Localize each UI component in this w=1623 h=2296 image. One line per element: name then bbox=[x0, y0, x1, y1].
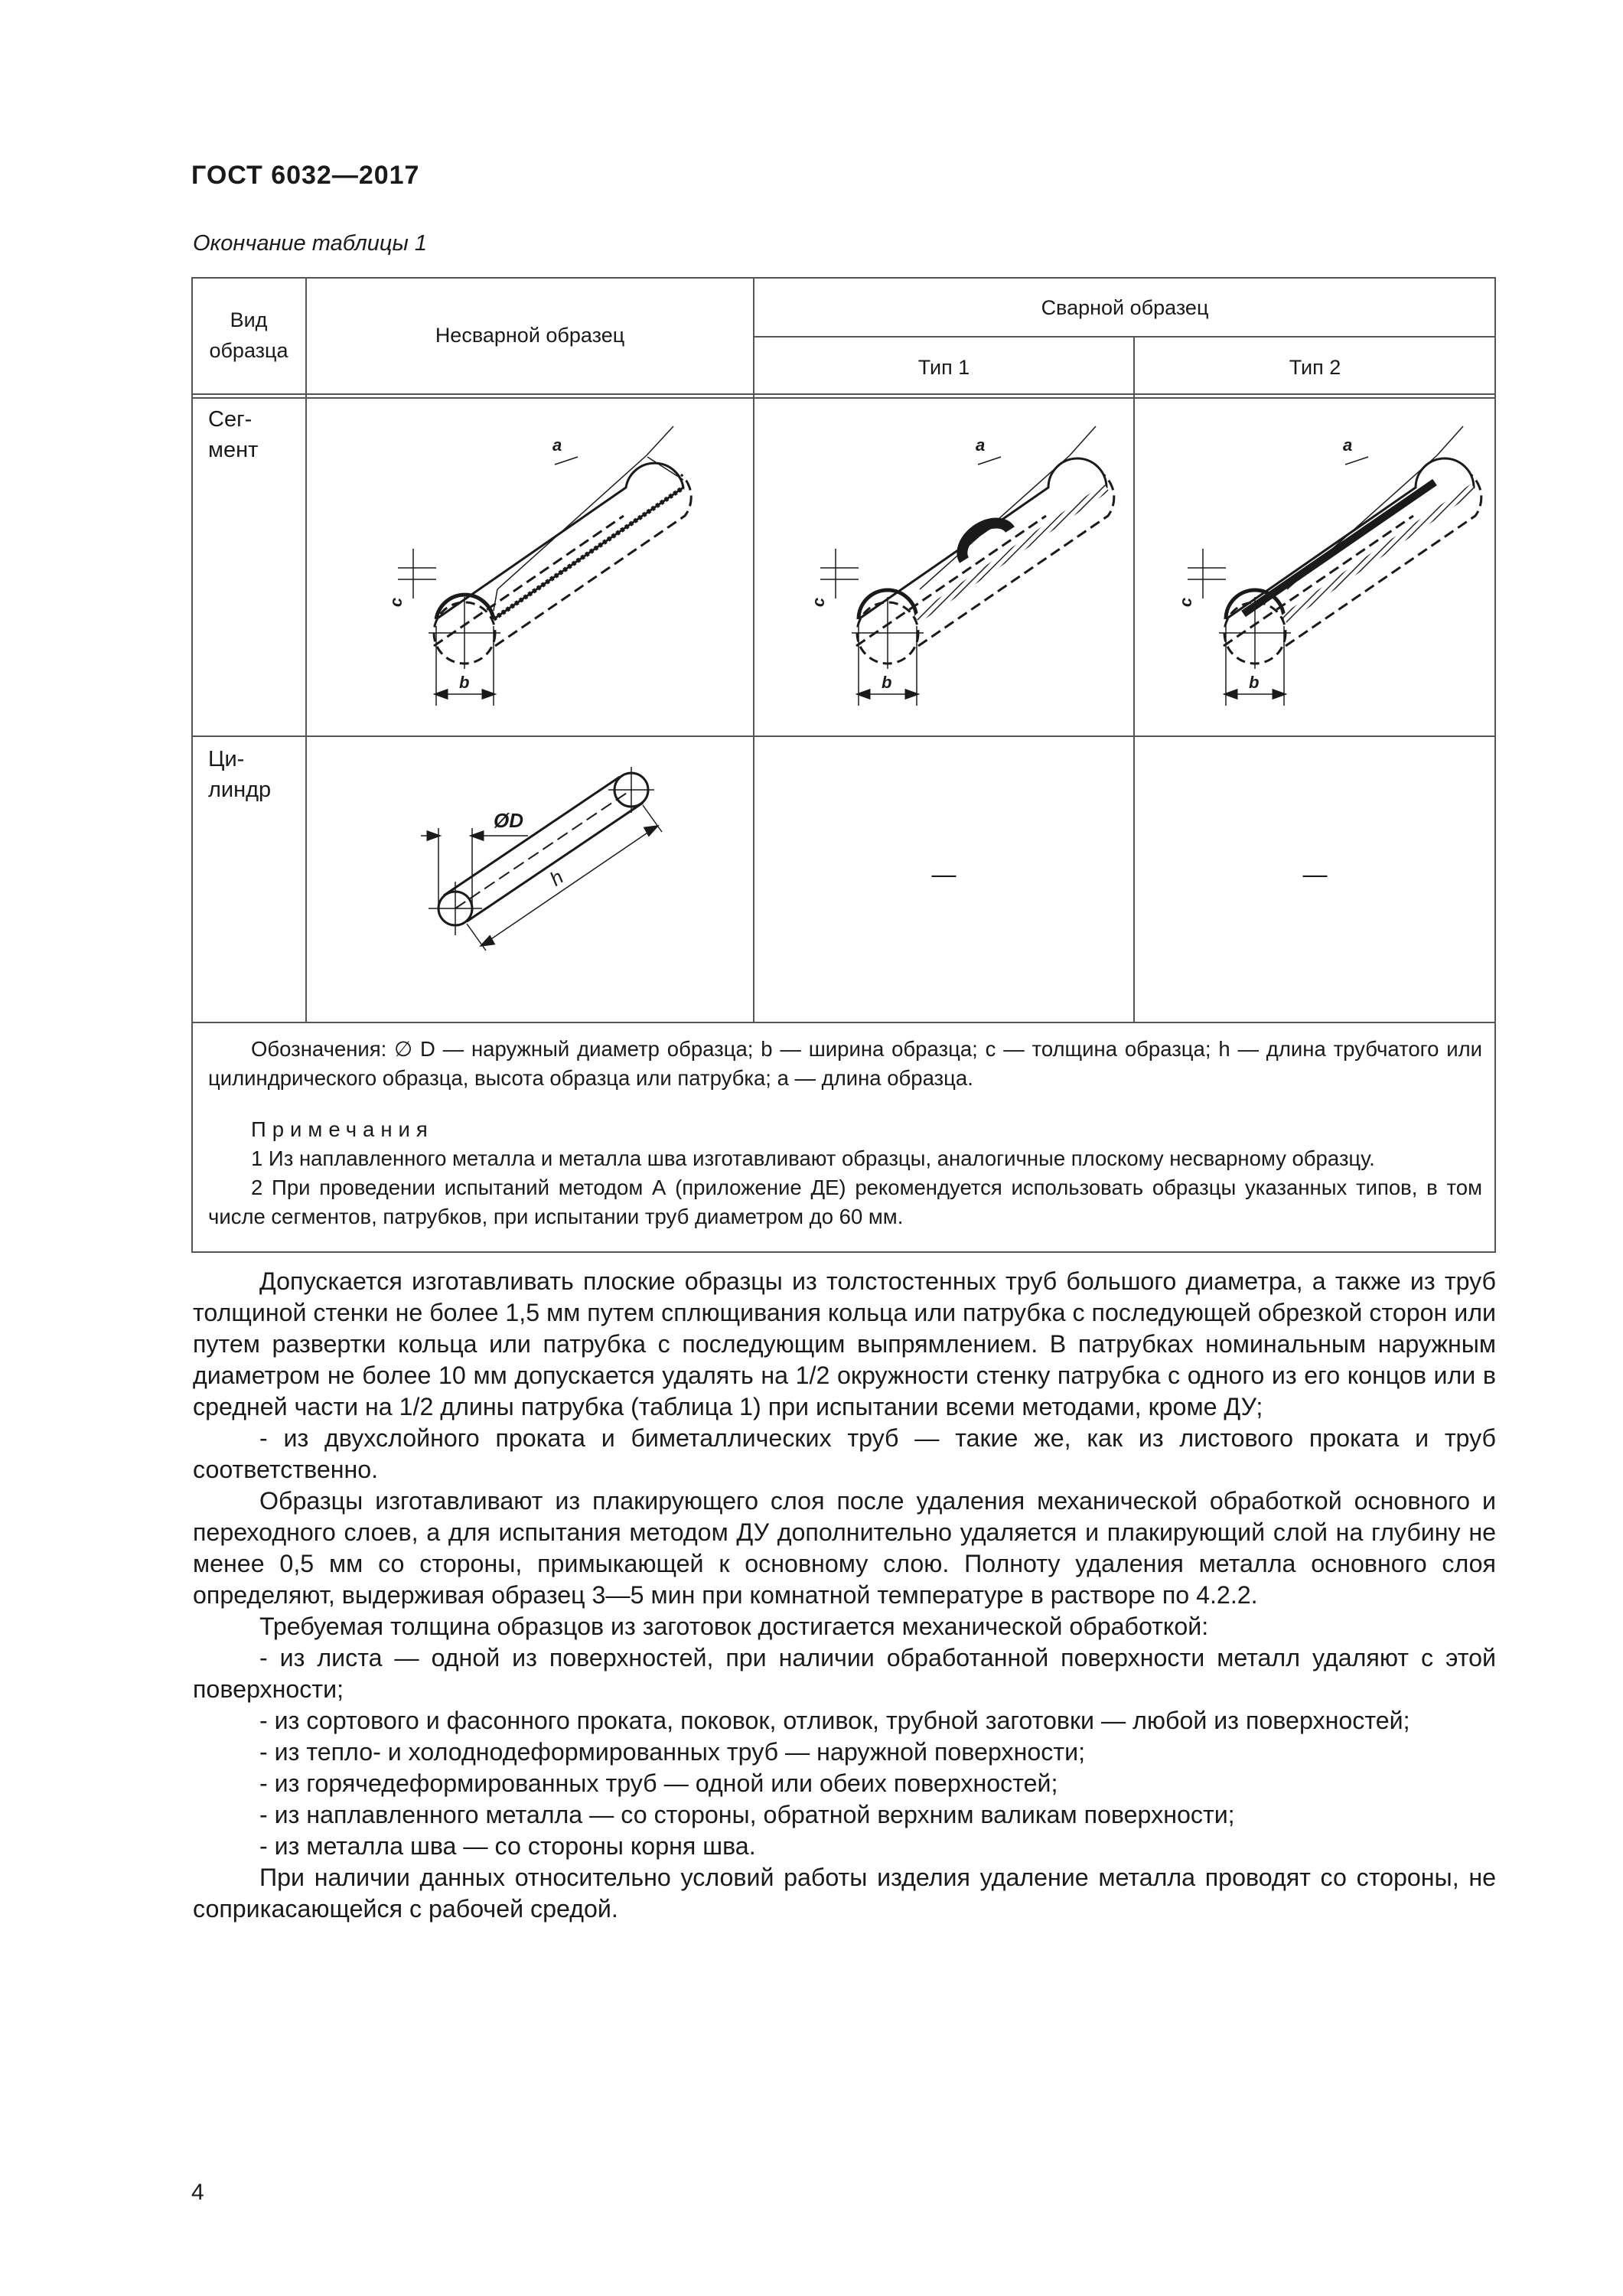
specimen-table bbox=[191, 277, 1496, 1253]
row-name-cylinder-line1: Ци- bbox=[208, 747, 245, 771]
dim-label-a-type2: a bbox=[1343, 435, 1353, 455]
col-header-unwelded: Несварной образец bbox=[435, 324, 625, 347]
body-list-item: - из сортового и фасонного проката, поковок, отливок, трубной заготовки — любой из поверхностей; bbox=[259, 1707, 1410, 1734]
body-list-item: - из листа — одной из поверхностей, при наличии обработанной поверхности металл удаляют с этой поверхности; bbox=[193, 1644, 1496, 1703]
body-paragraph: Требуемая толщина образцов из заготовок достигается механической обработкой: bbox=[259, 1613, 1209, 1640]
body-list-item: - из горячедеформированных труб — одной или обеих поверхностей; bbox=[259, 1769, 1058, 1797]
cylinder-type2-value: — bbox=[1302, 860, 1328, 888]
note-item: 2 При проведении испытаний методом А (приложение ДЕ) рекомендуется использовать образцы указанных типов, в том числе сегментов, патрубков, при испытании труб диаметром до 60 мм. bbox=[208, 1176, 1482, 1228]
segment-type1-drawing bbox=[820, 426, 1114, 706]
cylinder-unwelded-drawing bbox=[421, 767, 662, 951]
cylinder-type1-value: — bbox=[931, 860, 957, 888]
dim-label-diameter: ØD bbox=[494, 809, 523, 832]
col-header-type2: Тип 2 bbox=[1289, 356, 1341, 379]
table-caption: Окончание таблицы 1 bbox=[193, 231, 427, 256]
document-header: ГОСТ 6032—2017 bbox=[191, 161, 420, 190]
col-header-type1: Тип 1 bbox=[917, 356, 970, 379]
table-notes bbox=[208, 1115, 1482, 1231]
body-list-item: - из наплавленного металла — со стороны, обратной верхним валикам поверхности; bbox=[259, 1801, 1235, 1828]
row-name-segment-line1: Сег- bbox=[208, 407, 253, 432]
legend-text: Обозначения: ∅ D — наружный диаметр образца; b — ширина образца; c — толщина образца; h — длина трубчатого или цилиндрического образца, высота образца или патрубка; a — длина образца. bbox=[208, 1037, 1482, 1090]
body-paragraph: Допускается изготавливать плоские образцы из толстостенных труб большого диаметра, а также из труб толщиной стенки не более 1,5 мм путем сплющивания кольца или патрубка с последующей обрезкой сторон или путем развертки кольца или патрубка с последующим выпрямлением. В патрубках номинальным наружным диаметром не более 10 мм допускается удалять на 1/2 окружности стенку патрубка с одного из его концов или в средней части на 1/2 длины патрубка (таблица 1) при испытании всеми методами, кроме ДУ; bbox=[193, 1267, 1496, 1420]
body-list-item: - из металла шва — со стороны корня шва. bbox=[259, 1832, 756, 1860]
col-header-kind-line2: образца bbox=[209, 339, 288, 362]
body-paragraph: При наличии данных относительно условий работы изделия удаление металла проводят со стороны, не соприкасающейся с рабочей средой. bbox=[193, 1864, 1496, 1923]
table-grid bbox=[191, 277, 1496, 1253]
segment-unwelded-drawing bbox=[398, 426, 691, 706]
dim-label-c-unwelded: c bbox=[386, 597, 406, 608]
col-header-kind-line1: Вид bbox=[230, 308, 268, 331]
dim-label-a-type1: a bbox=[976, 435, 986, 455]
segment-type2-drawing bbox=[1188, 426, 1481, 706]
body-paragraph: Образцы изготавливают из плакирующего слоя после удаления механической обработкой основного и переходного слоев, а для испытания методом ДУ дополнительно удаляется и плакирующий слой на глубину не менее 0,5 мм со стороны, примыкающей к основному слою. Полноту удаления металла основного слоя определяют, выдерживая образец 3—5 мин при комнатной температуре в растворе по 4.2.2. bbox=[193, 1487, 1496, 1609]
row-name-cylinder-line2: линдр bbox=[208, 778, 272, 802]
row-name-segment bbox=[208, 404, 258, 465]
table-legend bbox=[208, 1035, 1482, 1093]
dim-label-b-unwelded: b bbox=[459, 673, 470, 692]
body-list-item: - из тепло- и холоднодеформированных труб — наружной поверхности; bbox=[259, 1738, 1086, 1766]
dim-label-b-type1: b bbox=[882, 673, 892, 692]
row-name-cylinder bbox=[208, 744, 271, 805]
dim-label-h: h bbox=[545, 865, 568, 891]
body-text bbox=[193, 1266, 1496, 1925]
body-list-item: - из двухслойного проката и биметаллических труб — такие же, как из листового проката и труб соответственно. bbox=[193, 1424, 1496, 1483]
col-header-kind bbox=[191, 305, 306, 366]
page-number: 4 bbox=[191, 2180, 204, 2205]
dim-label-c-type2: c bbox=[1176, 597, 1196, 608]
note-item: 1 Из наплавленного металла и металла шва изготавливают образцы, аналогичные плоскому несварному образцу. bbox=[251, 1146, 1375, 1170]
notes-title: Примечания bbox=[251, 1117, 434, 1141]
dim-label-a-unwelded: a bbox=[552, 435, 562, 455]
col-header-welded: Сварной образец bbox=[1041, 296, 1209, 319]
row-name-segment-line2: мент bbox=[208, 438, 259, 462]
dim-label-b-type2: b bbox=[1249, 673, 1260, 692]
dim-label-c-type1: c bbox=[809, 597, 829, 608]
